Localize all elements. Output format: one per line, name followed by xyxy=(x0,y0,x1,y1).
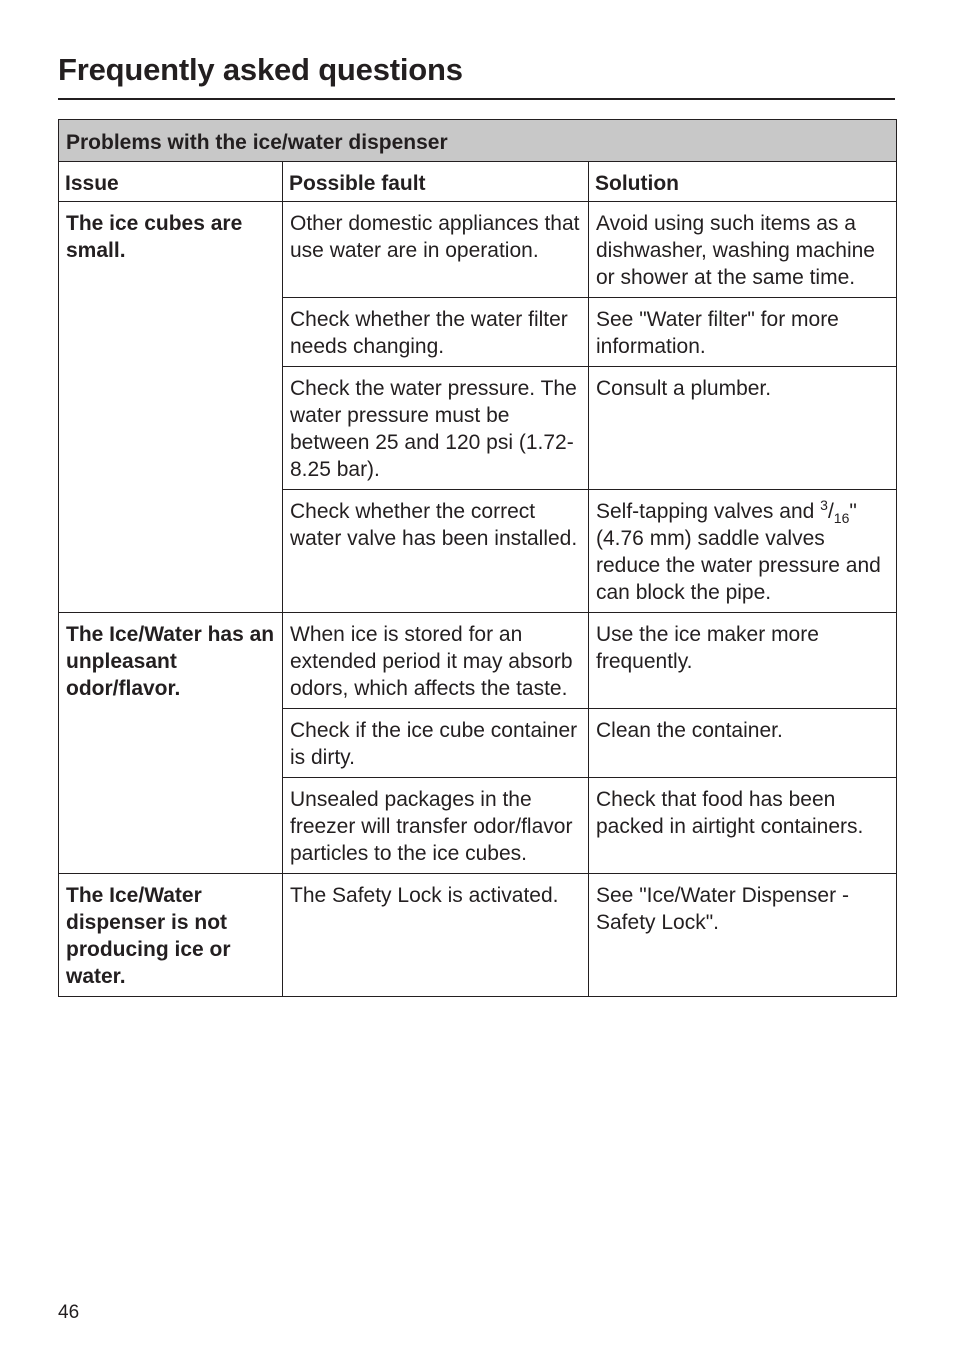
fault-cell: Other domestic appliances that use water are in operation. xyxy=(283,202,589,298)
fault-cell: Unsealed packages in the freezer will transfer odor/flavor particles to the ice cubes. xyxy=(283,778,589,874)
table-row xyxy=(59,874,897,997)
solution-cell: Check that food has been packed in airtight containers. xyxy=(589,778,897,874)
column-header-row xyxy=(59,162,897,202)
fault-cell: Check if the ice cube container is dirty. xyxy=(283,709,589,778)
solution-cell: Clean the container. xyxy=(589,709,897,778)
fraction-denominator: 16 xyxy=(833,510,850,527)
solution-cell: See "Ice/Water Dispenser - Safety Lock". xyxy=(589,874,897,997)
issue-cell: The Ice/Water has an unpleasant odor/flavor. xyxy=(59,613,283,874)
fault-cell: Check whether the correct water valve has been installed. xyxy=(283,490,589,613)
column-header-fault: Possible fault xyxy=(283,162,589,202)
solution-cell: Use the ice maker more frequently. xyxy=(589,613,897,709)
column-header-solution: Solution xyxy=(589,162,897,202)
issue-cell: The ice cubes are small. xyxy=(59,202,283,613)
table-row xyxy=(59,202,897,298)
faq-table xyxy=(58,119,897,997)
page-title: Frequently asked questions xyxy=(58,52,463,87)
fault-cell: When ice is stored for an extended period it may absorb odors, which affects the taste. xyxy=(283,613,589,709)
issue-cell: The Ice/Water dispenser is not producing ice or water. xyxy=(59,874,283,997)
fault-cell: Check the water pressure. The water pressure must be between 25 and 120 psi (1.72-8.25 bar). xyxy=(283,367,589,490)
solution-cell: See "Water filter" for more information. xyxy=(589,298,897,367)
solution-cell xyxy=(589,490,897,613)
fraction-slash: / xyxy=(827,500,834,523)
table-row xyxy=(59,613,897,709)
title-divider xyxy=(58,98,895,100)
solution-cell: Consult a plumber. xyxy=(589,367,897,490)
solution-text-after: " (4.76 mm) saddle valves reduce the water pressure and can block the pipe. xyxy=(596,500,881,604)
solution-text-before: Self-tapping valves and xyxy=(596,500,821,523)
fraction-numerator: 3 xyxy=(820,497,828,513)
page-number: 46 xyxy=(58,1302,80,1323)
section-title: Problems with the ice/water dispenser xyxy=(59,120,897,162)
column-header-issue: Issue xyxy=(59,162,283,202)
solution-cell: Avoid using such items as a dishwasher, washing machine or shower at the same time. xyxy=(589,202,897,298)
fault-cell: Check whether the water filter needs changing. xyxy=(283,298,589,367)
section-header-row xyxy=(59,120,897,162)
fault-cell: The Safety Lock is activated. xyxy=(283,874,589,997)
